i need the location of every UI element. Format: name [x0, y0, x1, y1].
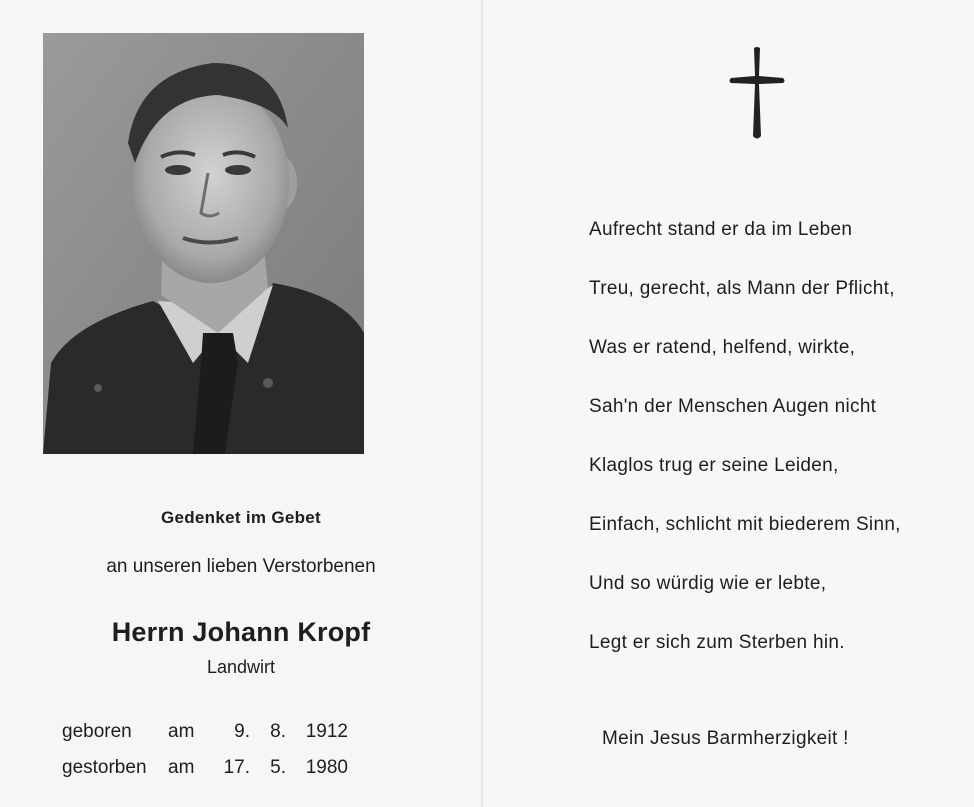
portrait-photo: [43, 33, 364, 454]
death-month: 5.: [270, 757, 286, 778]
birth-day: 9.: [234, 721, 250, 742]
birth-month: 8.: [270, 721, 286, 742]
poem-line: Sah'n der Menschen Augen nicht: [589, 396, 877, 417]
birth-year: 1912: [305, 721, 348, 742]
poem-line: Einfach, schlicht mit biederem Sinn,: [589, 514, 901, 535]
memorial-heading: Gedenket im Gebet: [160, 508, 322, 527]
death-label: gestorben: [62, 757, 147, 778]
poem-line: Aufrecht stand er da im Leben: [589, 219, 853, 240]
closing-prayer: Mein Jesus Barmherzigkeit !: [602, 728, 849, 749]
birth-am: am: [168, 721, 195, 742]
poem-line: Was er ratend, helfend, wirkte,: [589, 337, 856, 358]
poem-line: Klaglos trug er seine Leiden,: [589, 455, 839, 476]
left-page: [0, 0, 482, 807]
life-dates: [62, 714, 348, 786]
intro-line: an unseren lieben Verstorbenen: [106, 556, 376, 577]
death-am: am: [168, 757, 195, 778]
cross-icon: [727, 46, 787, 142]
occupation: Landwirt: [206, 657, 276, 677]
birth-label: geboren: [62, 721, 132, 742]
deceased-name: Herrn Johann Kropf: [111, 617, 371, 647]
death-day: 17.: [223, 757, 250, 778]
death-row: [62, 750, 348, 786]
poem-line: Treu, gerecht, als Mann der Pflicht,: [589, 278, 895, 299]
poem-line: Und so würdig wie er lebte,: [589, 573, 827, 594]
poem: [589, 216, 901, 688]
birth-row: [62, 714, 348, 750]
poem-line: Legt er sich zum Sterben hin.: [589, 632, 845, 653]
portrait-image: [43, 33, 364, 454]
death-year: 1980: [305, 757, 348, 778]
